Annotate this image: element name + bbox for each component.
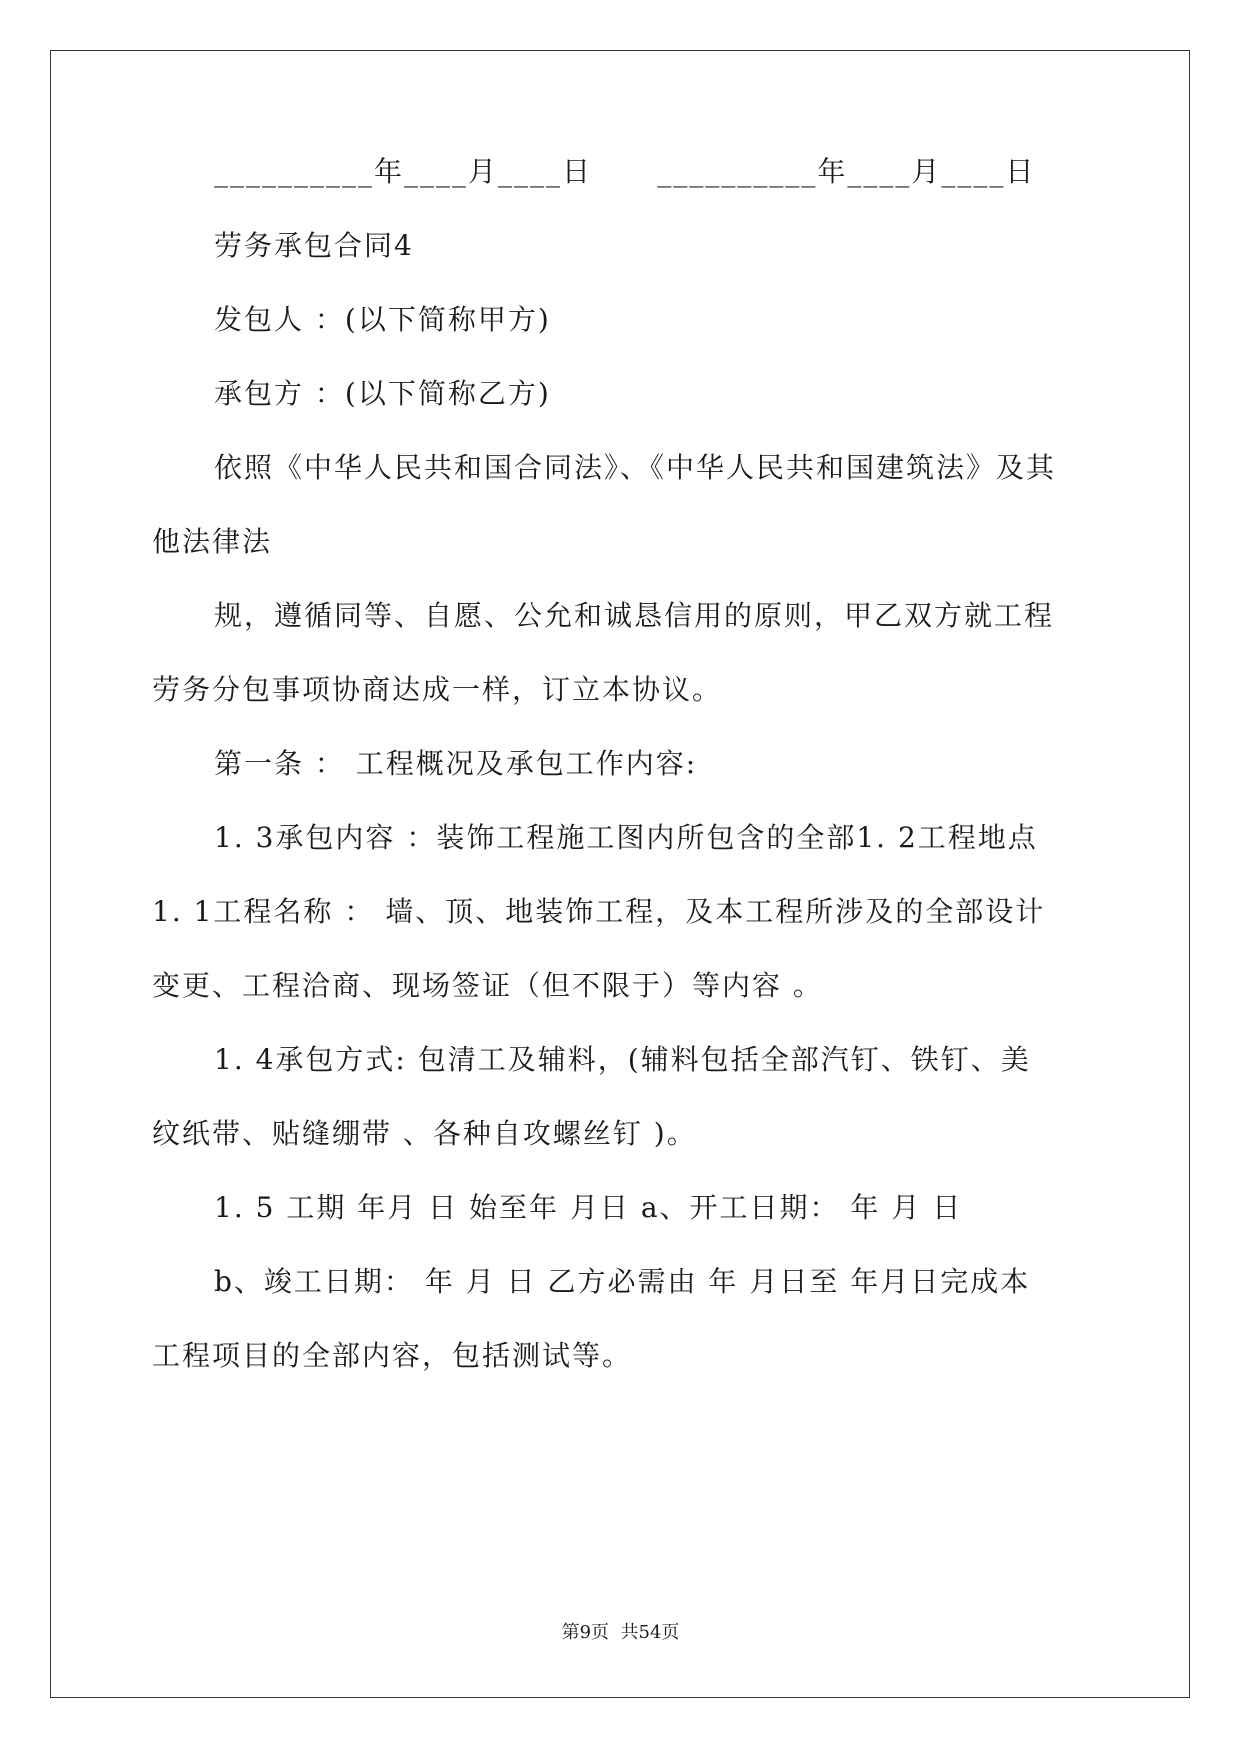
paragraph-line: 规，遵循同等、自愿、公允和诚恳信用的原则，甲乙双方就工程	[214, 599, 1055, 632]
paragraph-line: 他法律法	[152, 525, 273, 558]
paragraph-line: 1. 1工程名称 ： 墙、顶、地装饰工程，及本工程所涉及的全部设计	[152, 895, 1046, 928]
paragraph-line: 纹纸带、贴缝绷带 、各种自攻螺丝钉 )。	[152, 1117, 697, 1150]
paragraph-line: 发包人 ：(以下简称甲方)	[214, 303, 551, 336]
signature-date-line: __________年____月____日 __________年____月____日	[214, 155, 1036, 188]
paragraph-line: 1. 4承包方式: 包清工及辅料，(辅料包括全部汽钉、铁钉、美	[214, 1043, 1031, 1076]
paragraph-line: 1. 3承包内容 ：装饰工程施工图内所包含的全部1. 2工程地点	[214, 821, 1038, 854]
page-border	[50, 50, 1190, 1698]
paragraph-line: 劳务分包事项协商达成一样，订立本协议。	[152, 673, 723, 706]
paragraph-line: 变更、工程洽商、现场签证（但不限于）等内容 。	[152, 969, 823, 1002]
document-title: 劳务承包合同4	[214, 229, 414, 262]
paragraph-line: 工程项目的全部内容，包括测试等。	[152, 1339, 633, 1372]
paragraph-line: 依照《中华人民共和国合同法》、《中华人民共和国建筑法》及其	[214, 451, 1057, 484]
section-heading: 第一条 ： 工程概况及承包工作内容:	[214, 747, 698, 780]
paragraph-line: b、竣工日期： 年 月 日 乙方必需由 年 月日至 年月日完成本	[214, 1265, 1031, 1298]
page-number: 第9页 共54页	[561, 1622, 680, 1643]
paragraph-line: 1. 5 工期 年月 日 始至年 月日 a、开工日期： 年 月 日	[214, 1191, 963, 1224]
paragraph-line: 承包方 ：(以下简称乙方)	[214, 377, 551, 410]
